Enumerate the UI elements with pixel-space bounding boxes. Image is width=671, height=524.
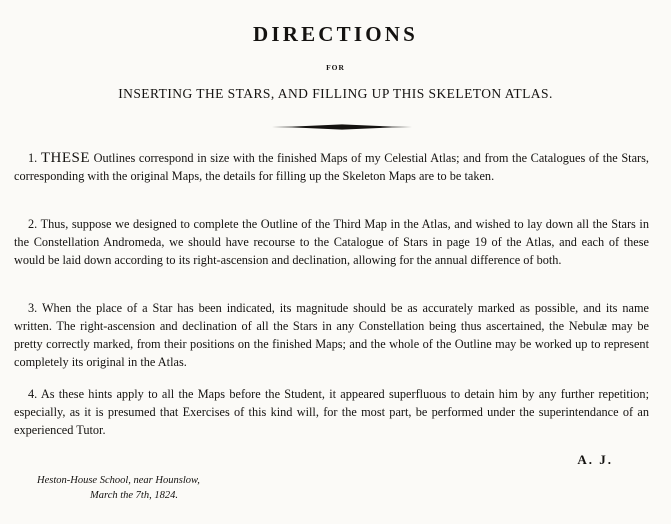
place-line: Heston-House School, near Hounslow, xyxy=(37,475,200,486)
paragraph-4 xyxy=(14,385,649,439)
paragraph-1 xyxy=(14,149,649,185)
paragraph-2-text: Thus, suppose we designed to complete the Outline of the Third Map in the Atlas, and wished to lay down all the Stars in the Constellation Andromeda, we should have recourse to the Catalogue of Stars in page 19 of the Atlas, and each of these would be laid down according to its right-ascension and declination, allowing for the annual difference of both. xyxy=(14,217,649,267)
paragraph-1-lead: THESE xyxy=(40,150,90,166)
paragraph-1-number: 1. xyxy=(28,151,38,165)
paragraph-3-number: 3. xyxy=(28,301,38,315)
divider-ornament-icon xyxy=(272,122,412,132)
date-line: March the 7th, 1824. xyxy=(90,490,178,501)
paragraph-3 xyxy=(14,299,649,371)
paragraph-4-text: As these hints apply to all the Maps before the Student, it appeared superfluous to detain him by any further repetition; especially, as it is presumed that Exercises of this kind will, for the most part, be performed under the superintendance of an experienced Tutor. xyxy=(14,387,649,437)
author-signature: A. J. xyxy=(577,452,613,467)
paragraph-3-text: When the place of a Star has been indicated, its magnitude should be as accurately marked as possible, and its name written. The right-ascension and declination of all the Stars in any Constellation being thus ascertained, the Nebulæ may be pretty correctly marked, from their positions on the finished Maps; and the whole of the Outline may be worked up to represent completely its original in the Atlas. xyxy=(14,301,650,369)
paragraph-1-text: Outlines correspond in size with the finished Maps of my Celestial Atlas; and from the Catalogues of the Stars, corresponding with the original Maps, the details for filling up the Skeleton Maps are to be taken. xyxy=(14,151,649,183)
paragraph-2-number: 2. xyxy=(28,217,38,231)
paragraph-4-number: 4. xyxy=(28,387,38,401)
title-connector: FOR xyxy=(326,63,345,72)
page-title: DIRECTIONS xyxy=(252,22,419,46)
paragraph-2 xyxy=(14,215,649,269)
page-subtitle: INSERTING THE STARS, AND FILLING UP THIS SKELETON ATLAS. xyxy=(118,86,553,101)
